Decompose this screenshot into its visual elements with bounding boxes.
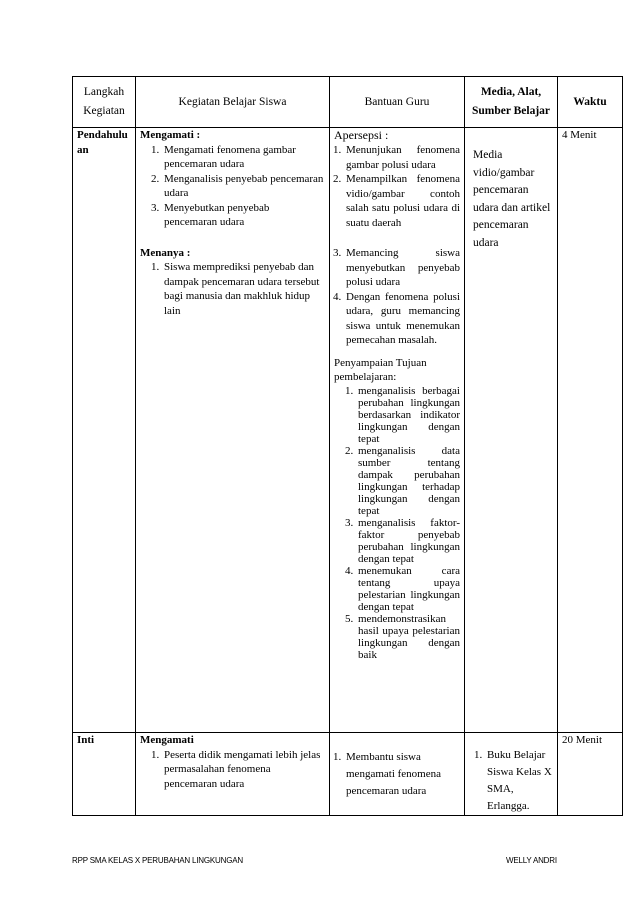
table-row-inti: [73, 733, 623, 816]
tujuan-title: Penyampaian Tujuan pembelajaran:: [334, 356, 427, 383]
menanya-list: [140, 260, 325, 318]
list-item: 1. Siswa memprediksi penyebab dan dampak pencemaran udara tersebut bagi manusia dan makhluk hidup lain: [162, 260, 325, 318]
footer-left: RPP SMA KELAS X PERUBAHAN LINGKUNGAN: [72, 856, 243, 865]
list-item: 1. Buku Belajar Siswa Kelas X SMA, Erlangga.: [485, 747, 553, 815]
header-bantuan: Bantuan Guru: [330, 77, 465, 128]
lesson-plan-table: [72, 76, 623, 816]
waktu-inti: 20 Menit: [558, 733, 623, 816]
list-item: 3. Memancing siswa menyebutkan penyebab polusi udara: [344, 246, 460, 290]
list-item: 3. Menyebutkan penyebab pencemaran udara: [162, 201, 325, 230]
waktu-pendahuluan: 4 Menit: [558, 128, 623, 733]
menanya-title: Menanya :: [140, 246, 191, 259]
list-item: 4. Dengan fenomena polusi udara, guru memancing siswa untuk menemukan pemecahan masalah.: [344, 290, 460, 348]
tujuan-list: [334, 385, 460, 661]
mengamati-inti-list: [140, 748, 325, 792]
list-item: 2. Menganalisis penyebab pencemaran udara: [162, 172, 325, 201]
bantuan-inti-list: [334, 749, 460, 800]
list-item: 1. Menunjukan fenomena gambar polusi udara: [344, 143, 460, 172]
media-pendahuluan: [465, 128, 558, 733]
media-text: Media vidio/gambar pencemaran udara dan artikel pencemaran udara: [473, 149, 551, 249]
list-item: 1. Peserta didik mengamati lebih jelas permasalahan fenomena pencemaran udara: [162, 748, 325, 792]
list-item: 1. Mengamati fenomena gambar pencemaran udara: [162, 143, 325, 172]
apersepsi-title: Apersepsi :: [334, 128, 389, 142]
bantuan-pendahuluan: [330, 128, 465, 733]
kegiatan-inti: [136, 733, 330, 816]
footer-right: WELLY ANDRI: [506, 856, 557, 865]
step-inti: Inti: [73, 733, 136, 816]
apersepsi-list-a: [334, 143, 460, 230]
media-inti-list: [469, 747, 553, 815]
list-item: 4. menemukan cara tentang upaya pelestarian lingkungan dengan tepat: [356, 565, 460, 613]
mengamati-title: Mengamati :: [140, 129, 201, 141]
mengamati-list: [140, 143, 325, 230]
mengamati-inti-title: Mengamati: [140, 734, 194, 746]
header-langkah: Langkah Kegiatan: [73, 77, 136, 128]
table-header-row: [73, 77, 623, 128]
step-pendahuluan: Pendahuluan: [73, 128, 136, 733]
list-item: 2. Menampilkan fenomena vidio/gambar contoh salah satu polusi udara di suatu daerah: [344, 172, 460, 230]
header-media: Media, Alat, Sumber Belajar: [465, 77, 558, 128]
bantuan-inti: [330, 733, 465, 816]
kegiatan-pendahuluan: [136, 128, 330, 733]
list-item: 1. menganalisis berbagai perubahan lingkungan berdasarkan indikator lingkungan dengan tepat: [356, 385, 460, 445]
media-inti: [465, 733, 558, 816]
table-row-pendahuluan: [73, 128, 623, 733]
list-item: 3. menganalisis faktor-faktor penyebab perubahan lingkungan dengan tepat: [356, 517, 460, 565]
list-item: 1. Membantu siswa mengamati fenomena pencemaran udara: [344, 749, 460, 800]
list-item: 2. menganalisis data sumber tentang dampak perubahan lingkungan terhadap lingkungan dengan tepat: [356, 445, 460, 517]
header-kegiatan: Kegiatan Belajar Siswa: [136, 77, 330, 128]
apersepsi-list-b: [334, 246, 460, 348]
header-waktu: Waktu: [558, 77, 623, 128]
list-item: 5. mendemonstrasikan hasil upaya pelestarian lingkungan dengan baik: [356, 613, 460, 661]
